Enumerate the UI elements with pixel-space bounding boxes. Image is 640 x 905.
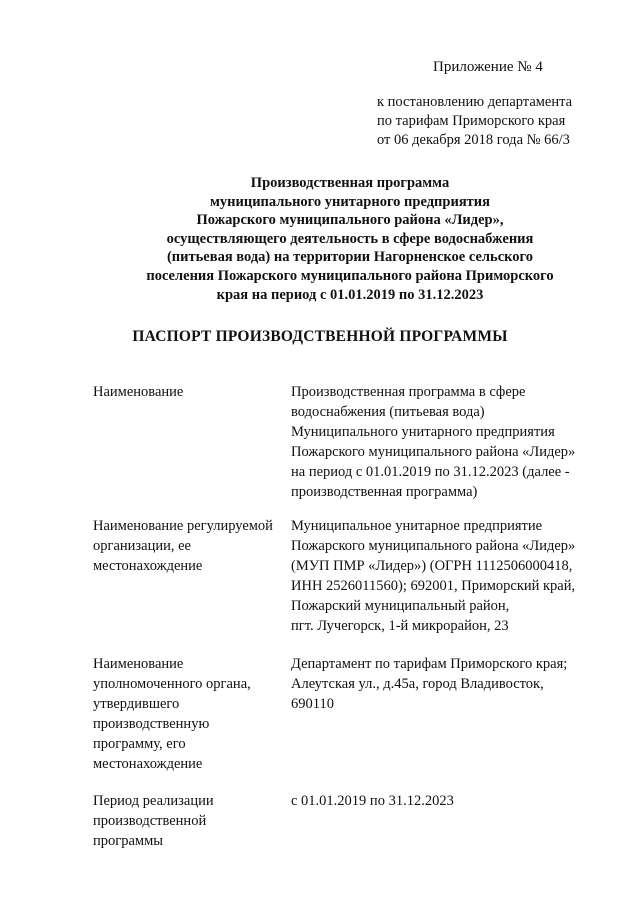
label-line: утвердившего — [93, 696, 180, 712]
passport-row-label-authority — [93, 654, 251, 774]
title-line: края на период с 01.01.2019 по 31.12.2023 — [216, 286, 484, 303]
label-line: программу, его — [93, 736, 186, 752]
passport-row-label-organization — [93, 516, 273, 576]
value-line: Производственная программа в сфере — [291, 384, 526, 400]
passport-heading: ПАСПОРТ ПРОИЗВОДСТВЕННОЙ ПРОГРАММЫ — [132, 328, 508, 345]
passport-row-value-period — [291, 791, 454, 811]
passport-row-value-organization — [291, 516, 575, 636]
value-line: производственная программа) — [291, 484, 478, 500]
label-line: организации, ее — [93, 538, 191, 554]
value-line: Департамент по тарифам Приморского края; — [291, 656, 568, 672]
program-title — [60, 174, 640, 304]
value-line: Муниципальное унитарное предприятие — [291, 518, 543, 534]
value-line: Алеутская ул., д.45а, город Владивосток, — [291, 676, 544, 692]
value-line: на период с 01.01.2019 по 31.12.2023 (далее - — [291, 464, 570, 480]
label-line: местонахождение — [93, 558, 203, 574]
value-line: Пожарский муниципальный район, — [291, 598, 510, 614]
title-line: муниципального унитарного предприятия — [210, 193, 490, 210]
value-line: Муниципального унитарного предприятия — [291, 424, 555, 440]
label-line: местонахождение — [93, 756, 203, 772]
label-line: Период реализации — [93, 793, 214, 809]
value-line: Пожарского муниципального района «Лидер» — [291, 538, 576, 554]
title-line: осуществляющего деятельность в сфере водоснабжения — [166, 230, 534, 247]
passport-row-value-name — [291, 382, 575, 502]
label-line: производственную — [93, 716, 210, 732]
value-line: пгт. Лучегорск, 1-й микрорайон, 23 — [291, 618, 509, 634]
resolution-line: к постановлению департамента — [377, 94, 573, 110]
title-line: Пожарского муниципального района «Лидер», — [196, 212, 504, 229]
label-line: Наименование — [93, 384, 184, 400]
label-line: производственной — [93, 813, 207, 829]
value-line: (МУП ПМР «Лидер») (ОГРН 1112506000418, — [291, 558, 573, 574]
passport-row-value-authority — [291, 654, 567, 714]
value-line: 690110 — [291, 696, 334, 712]
value-line: ИНН 2526011560); 692001, Приморский край, — [291, 578, 576, 594]
passport-row-label-name — [93, 382, 183, 402]
resolution-line: по тарифам Приморского края — [377, 113, 566, 129]
title-line: Производственная программа — [250, 175, 450, 191]
resolution-line: от 06 декабря 2018 года № 66/3 — [377, 132, 570, 148]
label-line: уполномоченного органа, — [93, 676, 251, 692]
appendix-number: Приложение № 4 — [433, 59, 543, 75]
value-line: Пожарского муниципального района «Лидер» — [291, 444, 576, 460]
value-line: с 01.01.2019 по 31.12.2023 — [291, 793, 454, 809]
title-line: поселения Пожарского муниципального района Приморского — [146, 267, 554, 284]
resolution-reference — [377, 93, 572, 150]
title-line: (питьевая вода) на территории Нагорненское сельского — [166, 249, 534, 266]
label-line: программы — [93, 833, 163, 849]
value-line: водоснабжения (питьевая вода) — [291, 404, 485, 420]
label-line: Наименование — [93, 656, 184, 672]
passport-row-label-period — [93, 791, 214, 851]
label-line: Наименование регулируемой — [93, 518, 273, 534]
